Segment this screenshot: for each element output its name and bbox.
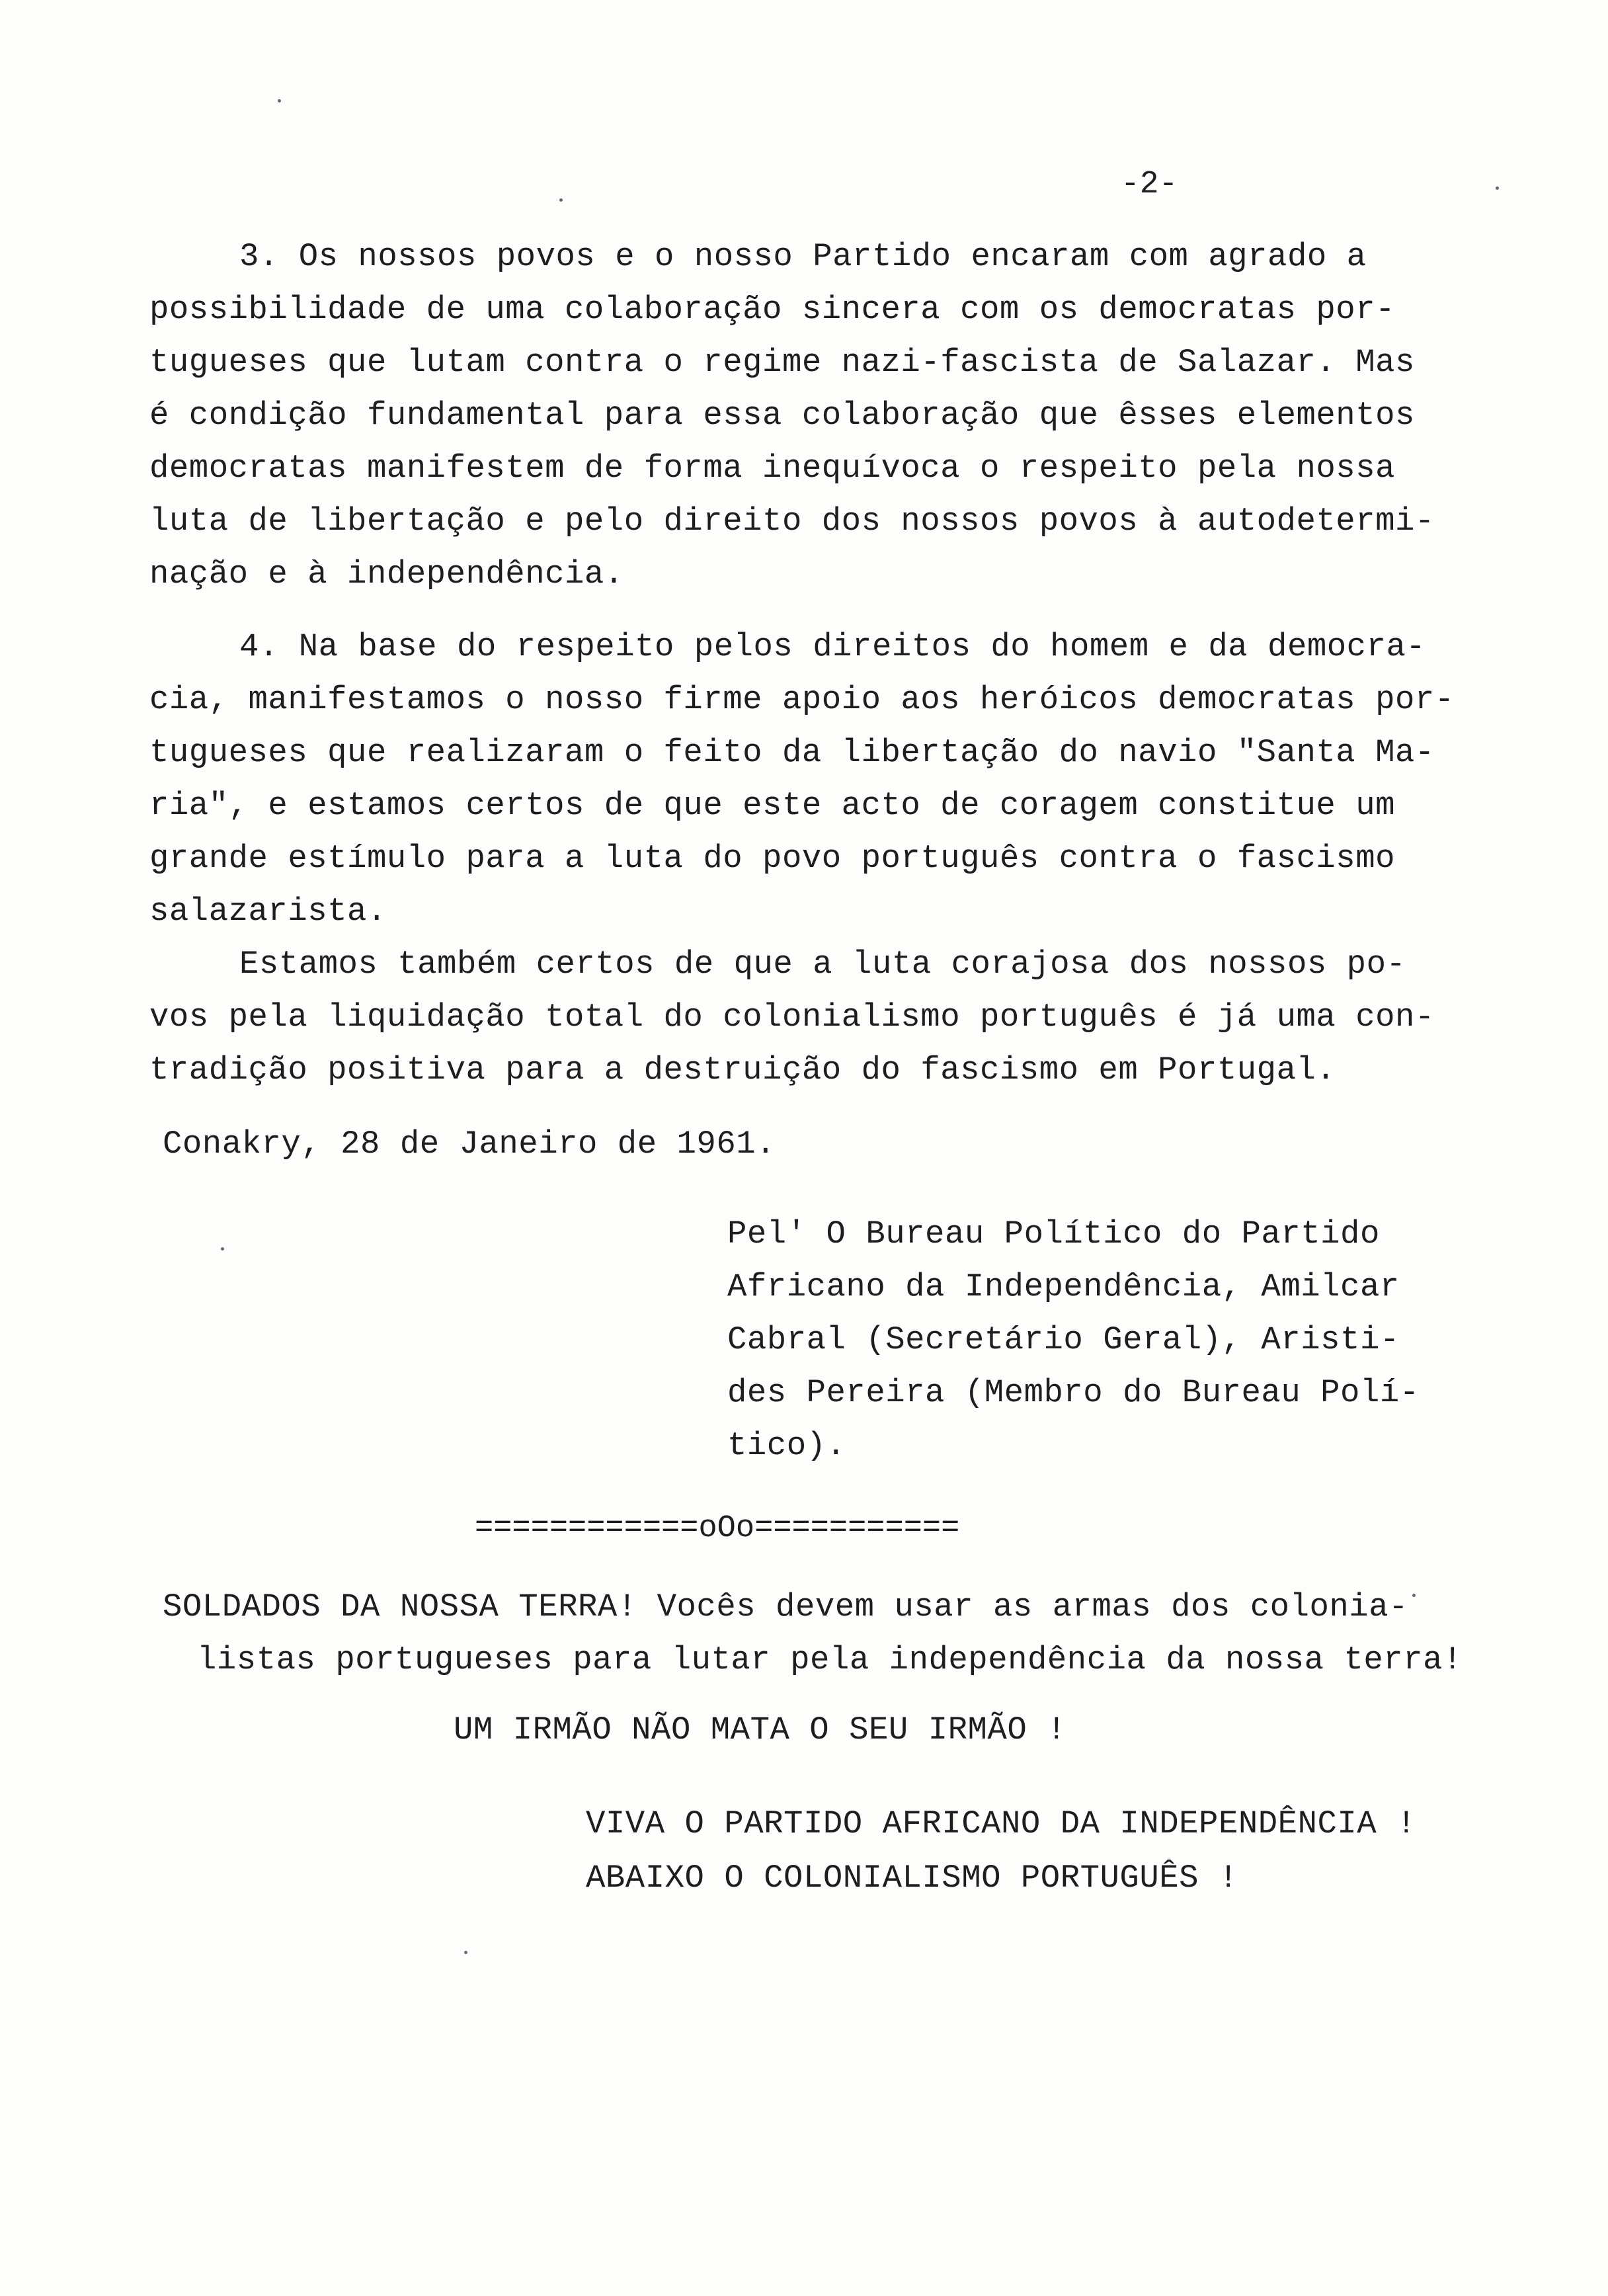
slogan-brother: UM IRMÃO NÃO MATA O SEU IRMÃO !: [454, 1711, 1067, 1748]
paragraph-3-line: luta de libertação e pelo direito dos nossos povos à autodetermi-: [149, 503, 1435, 540]
scan-speck: [278, 99, 281, 102]
paragraph-4-line: tugueses que realizaram o feito da libertação do navio "Santa Ma-: [149, 734, 1435, 771]
paragraph-3-line: nação e à independência.: [149, 555, 624, 593]
paragraph-4-line: salazarista.: [149, 893, 387, 930]
section-separator: ============oOo===========: [475, 1511, 960, 1546]
paragraph-4-line: cia, manifestamos o nosso firme apoio aos heróicos democratas por-: [149, 681, 1455, 718]
paragraph-4-line: ria", e estamos certos de que este acto de coragem constitue um: [149, 787, 1396, 824]
signature-line: Africano da Independência, Amilcar: [727, 1268, 1400, 1305]
paragraph-4-line: 4. Na base do respeito pelos direitos do homem e da democra-: [239, 628, 1426, 665]
scan-speck: [464, 1951, 467, 1954]
signature-line: des Pereira (Membro do Bureau Polí-: [727, 1374, 1420, 1411]
scan-speck: [221, 1247, 224, 1250]
paragraph-3-line: possibilidade de uma colaboração sincera com os democratas por-: [149, 291, 1396, 328]
paragraph-5-line: tradição positiva para a destruição do fascismo em Portugal.: [149, 1051, 1336, 1088]
signature-line: tico).: [727, 1427, 846, 1464]
paragraph-3-line: democratas manifestem de forma inequívoca o respeito pela nossa: [149, 450, 1396, 487]
appeal-line: SOLDADOS DA NOSSA TERRA! Vocês devem usar as armas dos colonia-: [163, 1588, 1409, 1625]
appeal-line: listas portugueses para lutar pela independência da nossa terra!: [197, 1641, 1463, 1678]
scan-speck: [1496, 186, 1499, 190]
paragraph-5-line: Estamos também certos de que a luta corajosa dos nossos po-: [239, 946, 1406, 983]
signature-line: Cabral (Secretário Geral), Aristi-: [727, 1321, 1400, 1358]
signature-line: Pel' O Bureau Político do Partido: [727, 1215, 1380, 1252]
dateline: Conakry, 28 de Janeiro de 1961.: [163, 1126, 776, 1163]
scan-speck: [559, 198, 563, 202]
page-number: -2-: [1121, 167, 1178, 202]
slogan-abaixo: ABAIXO O COLONIALISMO PORTUGUÊS !: [586, 1860, 1238, 1897]
paragraph-3-line: é condição fundamental para essa colaboração que êsses elementos: [149, 397, 1415, 434]
slogan-viva: VIVA O PARTIDO AFRICANO DA INDEPENDÊNCIA !: [586, 1805, 1417, 1842]
scan-speck: [1412, 1594, 1416, 1597]
paragraph-5-line: vos pela liquidação total do colonialismo português é já uma con-: [149, 999, 1435, 1036]
paragraph-3-line: tugueses que lutam contra o regime nazi-fascista de Salazar. Mas: [149, 344, 1415, 381]
paragraph-3-line: 3. Os nossos povos e o nosso Partido encaram com agrado a: [239, 238, 1367, 275]
paragraph-4-line: grande estímulo para a luta do povo português contra o fascismo: [149, 840, 1396, 877]
